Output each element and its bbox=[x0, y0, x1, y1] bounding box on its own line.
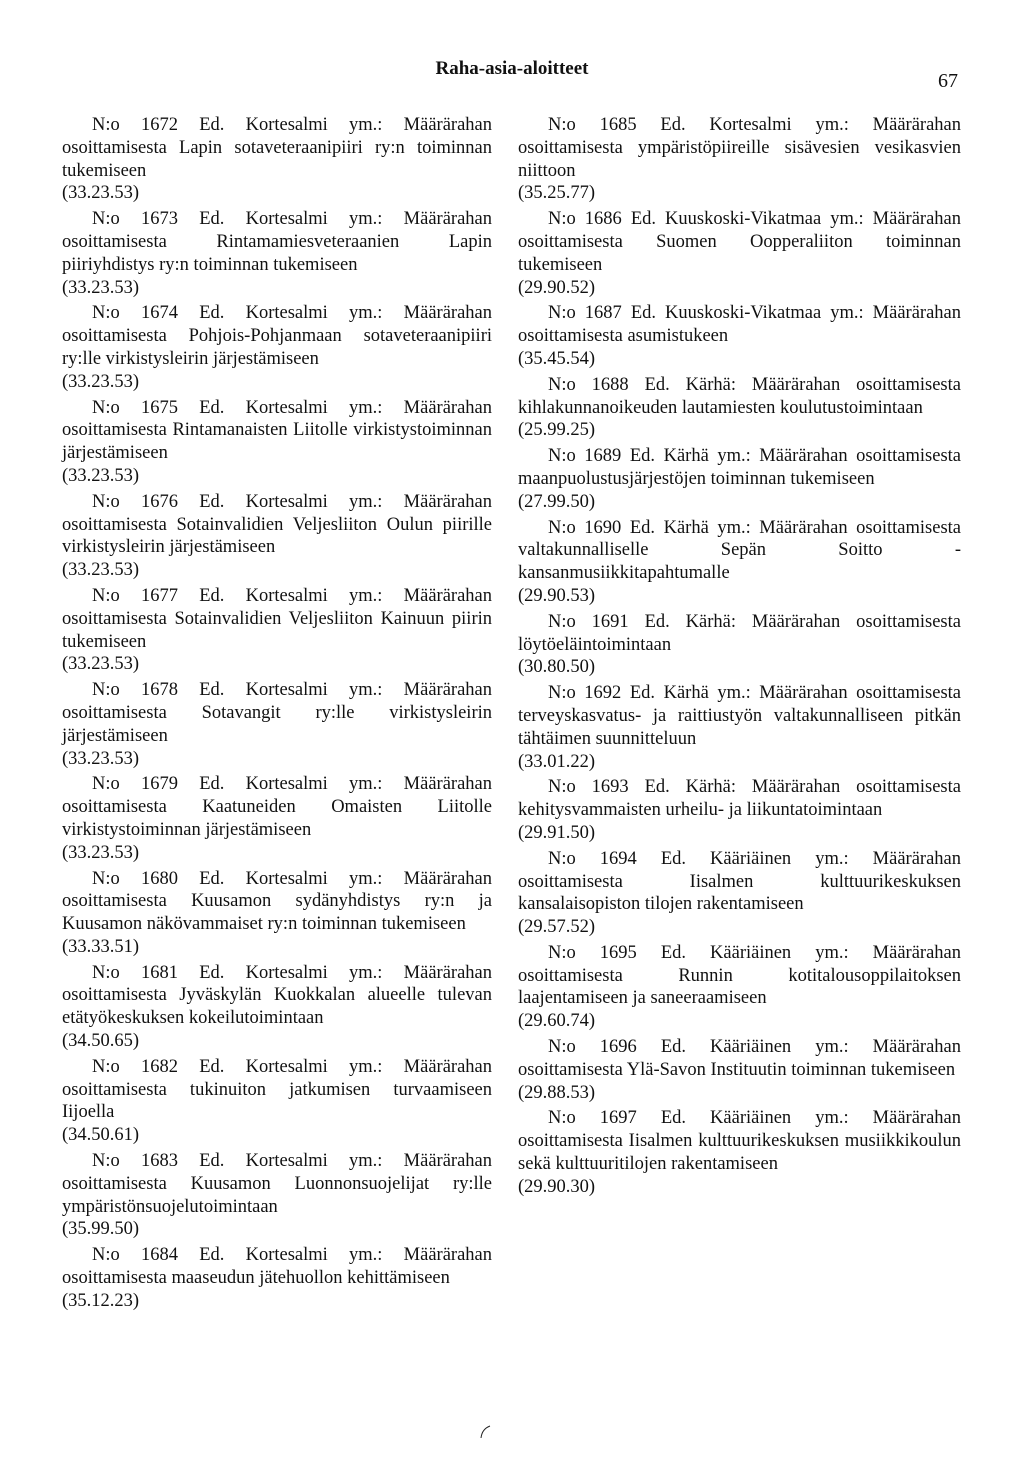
motion-entry bbox=[62, 397, 492, 488]
motion-entry bbox=[518, 445, 961, 513]
budget-code: (33.23.53) bbox=[62, 560, 140, 581]
motion-entry bbox=[518, 374, 961, 442]
budget-code: (29.88.53) bbox=[518, 1082, 596, 1103]
budget-code: (29.90.53) bbox=[518, 585, 596, 606]
budget-code: (29.90.30) bbox=[518, 1176, 596, 1197]
budget-code: (25.99.25) bbox=[518, 420, 596, 441]
budget-code: (30.80.50) bbox=[518, 657, 596, 678]
motion-text: N:o 1679 Ed. Kortesalmi ym.: Määrärahan osoittamisesta Kaatuneiden Omaisten Liitolle virkistystoiminnan järjestämiseen bbox=[62, 774, 492, 840]
budget-code: (34.50.61) bbox=[62, 1125, 140, 1146]
motion-text: N:o 1695 Ed. Kääriäinen ym.: Määrärahan osoittamisesta Runnin kotitalousoppilaitoksen laajentamiseen ja saneeraamiseen bbox=[518, 942, 961, 1009]
budget-code: (33.23.53) bbox=[62, 277, 140, 298]
motion-text: N:o 1691 Ed. Kärhä: Määrärahan osoittamisesta löytöeläintoimintaan bbox=[518, 611, 961, 655]
motion-text: N:o 1697 Ed. Kääriäinen ym.: Määrärahan osoittamisesta Iisalmen kulttuurikeskuksen musiikkikoulun sekä kulttuuritilojen rakentamiseen bbox=[518, 1108, 961, 1175]
motion-text: N:o 1683 Ed. Kortesalmi ym.: Määrärahan osoittamisesta Kuusamon Luonnonsuojelijat ry:lle ympäristönsuojelutoimintaan bbox=[62, 1151, 492, 1217]
motion-entry bbox=[518, 1036, 961, 1104]
motion-entry bbox=[518, 611, 961, 679]
motion-entry bbox=[518, 942, 961, 1033]
motion-entry bbox=[62, 773, 492, 864]
pen-stroke-mark bbox=[478, 1425, 492, 1439]
budget-code: (33.23.53) bbox=[62, 371, 140, 392]
budget-code: (34.50.65) bbox=[62, 1031, 140, 1052]
motion-text: N:o 1672 Ed. Kortesalmi ym.: Määrärahan osoittamisesta Lapin sotaveteraanipiiri ry:n toiminnan tukemiseen bbox=[62, 115, 492, 181]
motion-entry bbox=[518, 848, 961, 939]
budget-code: (33.23.53) bbox=[62, 842, 140, 863]
motion-text: N:o 1675 Ed. Kortesalmi ym.: Määrärahan osoittamisesta Rintamanaisten Liitolle virkistystoiminnan järjestämiseen bbox=[62, 397, 492, 464]
motion-text: N:o 1688 Ed. Kärhä: Määrärahan osoittamisesta kihlakunnanoikeuden lautamiesten koulutustoimintaan bbox=[518, 374, 961, 418]
motion-text: N:o 1690 Ed. Kärhä ym.: Määrärahan osoittamisesta valtakunnalliselle Sepän Soitto -kansanmusiikkitapahtumalle bbox=[518, 517, 961, 584]
budget-code: (35.45.54) bbox=[518, 348, 596, 369]
budget-code: (29.90.52) bbox=[518, 277, 596, 298]
motion-entry bbox=[62, 491, 492, 582]
budget-code: (27.99.50) bbox=[518, 491, 596, 512]
budget-code: (33.23.53) bbox=[62, 748, 140, 769]
motion-text: N:o 1680 Ed. Kortesalmi ym.: Määrärahan osoittamisesta Kuusamon sydänyhdistys ry:n ja Kuusamon näkövammaiset ry:n toiminnan tukemiseen bbox=[62, 868, 492, 935]
motion-text: N:o 1692 Ed. Kärhä ym.: Määrärahan osoittamisesta terveyskasvatus- ja raittiustyön valtakunnalliseen pitkän tähtäimen suunnitteluun bbox=[518, 683, 961, 749]
budget-code: (35.25.77) bbox=[518, 183, 596, 204]
motion-text: N:o 1684 Ed. Kortesalmi ym.: Määrärahan osoittamisesta maaseudun jätehuollon kehittämiseen bbox=[62, 1245, 492, 1289]
budget-code: (33.01.22) bbox=[518, 751, 596, 772]
budget-code: (29.57.52) bbox=[518, 917, 596, 938]
budget-code: (29.60.74) bbox=[518, 1011, 596, 1032]
motion-text: N:o 1673 Ed. Kortesalmi ym.: Määrärahan osoittamisesta Rintamamiesveteraanien Lapin piiriyhdistys ry:n toiminnan tukemiseen bbox=[62, 209, 492, 275]
motion-entry bbox=[518, 776, 961, 844]
motion-entry bbox=[62, 868, 492, 959]
motion-text: N:o 1676 Ed. Kortesalmi ym.: Määrärahan osoittamisesta Sotainvalidien Veljesliiton Oulun piirille virkistysleirin järjestämiseen bbox=[62, 491, 492, 558]
motion-text: N:o 1689 Ed. Kärhä ym.: Määrärahan osoittamisesta maanpuolustusjärjestöjen toiminnan tukemiseen bbox=[518, 446, 961, 489]
budget-code: (35.99.50) bbox=[62, 1219, 140, 1240]
right-column bbox=[518, 114, 961, 1202]
motion-text: N:o 1685 Ed. Kortesalmi ym.: Määrärahan osoittamisesta ympäristöpiireille sisävesien vesikasvien niittoon bbox=[518, 115, 961, 181]
budget-code: (33.33.51) bbox=[62, 936, 140, 957]
page-header-title: Raha-asia-aloitteet bbox=[435, 58, 589, 79]
budget-code: (33.23.53) bbox=[62, 465, 140, 486]
motion-text: N:o 1686 Ed. Kuuskoski-Vikatmaa ym.: Määrärahan osoittamisesta Suomen Oopperaliiton toiminnan tukemiseen bbox=[518, 209, 961, 275]
budget-code: (33.23.53) bbox=[62, 654, 140, 675]
motion-text: N:o 1694 Ed. Kääriäinen ym.: Määrärahan osoittamisesta Iisalmen kulttuurikeskuksen kansalaisopiston tilojen rakentamiseen bbox=[518, 848, 961, 915]
motion-entry bbox=[62, 962, 492, 1053]
motion-text: N:o 1681 Ed. Kortesalmi ym.: Määrärahan osoittamisesta Jyväskylän Kuokkalan alueelle tulevan etätyökeskuksen kokeilutoimintaan bbox=[62, 962, 492, 1029]
motion-entry bbox=[518, 682, 961, 773]
motion-text: N:o 1678 Ed. Kortesalmi ym.: Määrärahan osoittamisesta Sotavangit ry:lle virkistysleirin järjestämiseen bbox=[62, 680, 492, 746]
page-number: 67 bbox=[938, 70, 958, 92]
budget-code: (29.91.50) bbox=[518, 822, 596, 843]
motion-text: N:o 1687 Ed. Kuuskoski-Vikatmaa ym.: Määrärahan osoittamisesta asumistukeen bbox=[518, 303, 961, 347]
motion-entry bbox=[518, 517, 961, 608]
motion-entry bbox=[518, 1107, 961, 1198]
motion-text: N:o 1677 Ed. Kortesalmi ym.: Määrärahan osoittamisesta Sotainvalidien Veljesliiton Kainuun piirin tukemiseen bbox=[62, 585, 492, 652]
motion-entry bbox=[62, 302, 492, 393]
motion-entry bbox=[62, 1150, 492, 1241]
motion-entry bbox=[62, 585, 492, 676]
motion-entry bbox=[62, 208, 492, 299]
motion-entry bbox=[62, 1056, 492, 1147]
left-column bbox=[62, 114, 492, 1316]
motion-entry bbox=[518, 114, 961, 205]
motion-text: N:o 1682 Ed. Kortesalmi ym.: Määrärahan osoittamisesta tukinuiton jatkumisen turvaamiseen Iijoella bbox=[62, 1056, 492, 1123]
budget-code: (35.12.23) bbox=[62, 1290, 140, 1311]
motion-text: N:o 1674 Ed. Kortesalmi ym.: Määrärahan osoittamisesta Pohjois-Pohjanmaan sotaveteraanipiiri ry:lle virkistysleirin järjestämiseen bbox=[62, 303, 492, 369]
motion-entry bbox=[62, 679, 492, 770]
motion-entry bbox=[62, 114, 492, 205]
motion-entry bbox=[518, 208, 961, 299]
motion-entry bbox=[62, 1244, 492, 1312]
motion-text: N:o 1696 Ed. Kääriäinen ym.: Määrärahan osoittamisesta Ylä-Savon Instituutin toiminnan tukemiseen bbox=[518, 1037, 961, 1080]
motion-entry bbox=[518, 302, 961, 370]
motion-text: N:o 1693 Ed. Kärhä: Määrärahan osoittamisesta kehitysvammaisten urheilu- ja liikuntatoimintaan bbox=[518, 777, 961, 821]
budget-code: (33.23.53) bbox=[62, 183, 140, 204]
